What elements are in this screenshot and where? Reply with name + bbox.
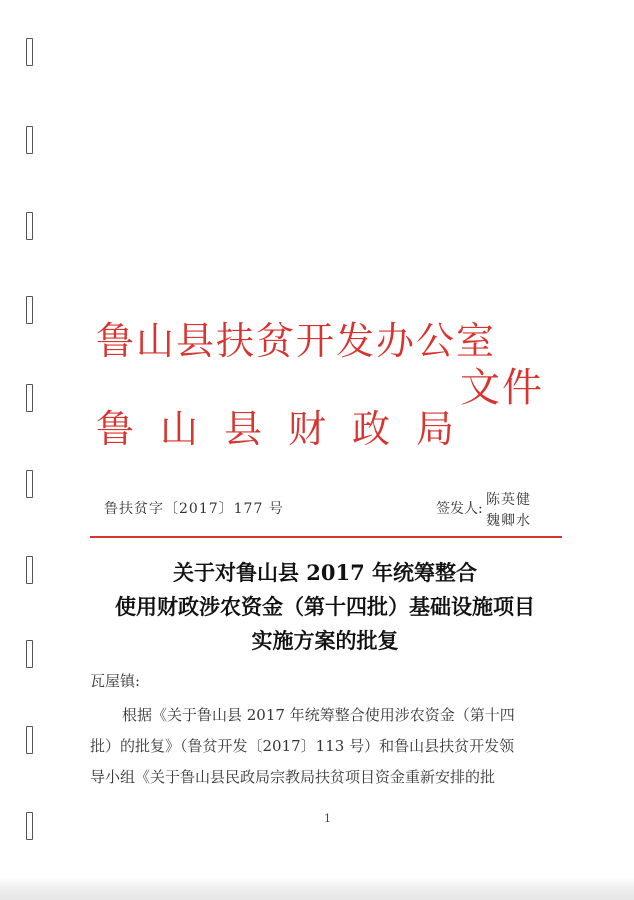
binding-hole [26,726,33,754]
body-line: 批）的批复》（鲁贫开发〔2017〕113 号）和鲁山县扶贫开发领 [90,737,515,755]
document-number: 鲁扶贫字〔2017〕177 号 [104,501,284,517]
binding-hole [26,640,33,668]
body-line: 根据《关于鲁山县 2017 年统筹整合使用涉农资金（第十四 [122,706,515,724]
binding-hole [26,812,33,840]
document-suffix: 文件 [460,365,544,411]
binding-hole [26,384,33,412]
binding-holes [26,0,40,900]
signer-name: 魏卿水 [486,513,531,529]
body-paragraph [90,700,560,793]
binding-hole [26,126,33,154]
signer-name: 陈英健 [486,492,531,508]
signer-label: 签发人: [436,501,483,517]
issuer-line-1: 鲁山县扶贫开发办公室 [96,319,497,363]
body-line: 导小组《关于鲁山县民政局宗教局扶贫项目资金重新安排的批 [90,768,496,786]
issuer-line-2: 鲁山县财政局 [96,407,481,451]
red-separator-rule [90,536,562,538]
binding-hole [26,296,33,324]
title-line: 关于对鲁山县 2017 年统筹整合 [172,560,478,585]
scan-bottom-edge [0,878,634,900]
binding-hole [26,470,33,498]
binding-hole [26,556,33,584]
binding-hole [26,38,33,66]
document-title [80,556,570,658]
title-line: 使用财政涉农资金（第十四批）基础设施项目 [115,594,535,619]
page-number: 1 [324,812,331,825]
signer-list [486,490,531,532]
recipient: 瓦屋镇: [90,672,141,690]
binding-hole [26,212,33,240]
title-line: 实施方案的批复 [251,628,399,653]
